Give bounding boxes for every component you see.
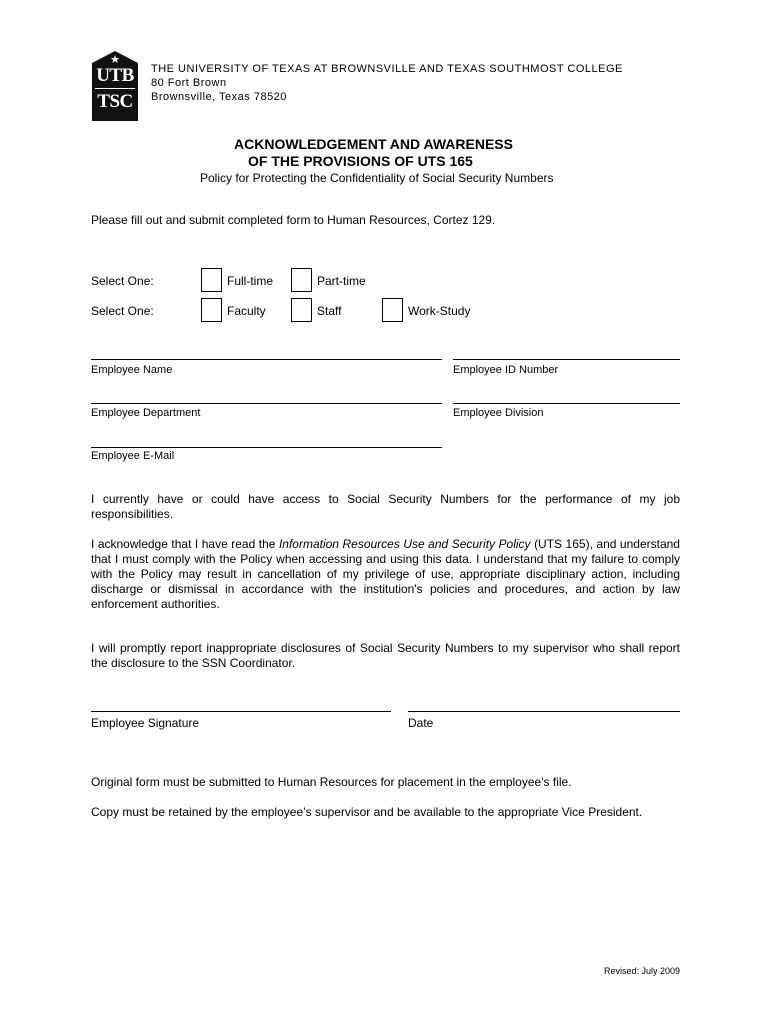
logo-divider [95,88,135,89]
staff-checkbox[interactable] [291,298,312,322]
employee-email-label: Employee E-Mail [91,450,175,462]
employee-name-line[interactable] [91,359,442,360]
employee-signature-line[interactable] [91,711,391,712]
part-time-checkbox[interactable] [291,268,312,292]
institution-name: THE UNIVERSITY OF TEXAS AT BROWNSVILLE AND TEXAS SOUTHMOST COLLEGE [151,63,623,75]
faculty-checkbox[interactable] [201,298,222,322]
utb-tsc-logo [92,51,138,121]
employee-email-line[interactable] [91,447,442,448]
access-statement: I currently have or could have access to Social Security Numbers for the performance of my job responsibilities. [91,492,680,521]
ack-text-before: I acknowledge that I have read the [91,537,279,551]
reporting-statement: I will promptly report inappropriate disclosures of Social Security Numbers to my supervisor who shall report the disclosure to the SSN Coordinator. [91,641,680,670]
full-time-checkbox[interactable] [201,268,222,292]
employee-id-label: Employee ID Number [453,364,559,376]
retention-note: Copy must be retained by the employee’s supervisor and be available to the appropriate Vice President. [91,805,643,819]
staff-label: Staff [317,304,342,318]
submission-note: Original form must be submitted to Human Resources for placement in the employee's file. [91,775,572,789]
date-line[interactable] [408,711,680,712]
employee-name-label: Employee Name [91,364,173,376]
form-title-line-2: OF THE PROVISIONS OF UTS 165 [248,153,473,169]
date-label: Date [408,716,434,730]
work-study-checkbox[interactable] [382,298,403,322]
part-time-label: Part-time [317,274,366,288]
faculty-label: Faculty [227,304,266,318]
employee-department-label: Employee Department [91,407,201,419]
star-icon: ★ [110,53,120,66]
logo-line-2: TSC [97,91,133,112]
logo-line-1: UTB [96,65,134,86]
employee-department-line[interactable] [91,403,442,404]
employee-id-line[interactable] [453,359,680,360]
select-one-label-1: Select One: [91,274,154,288]
employee-division-label: Employee Division [453,407,544,419]
form-subtitle: Policy for Protecting the Confidentiality of Social Security Numbers [200,171,554,185]
policy-title: Information Resources Use and Security Policy [278,537,531,551]
address-line-2: Brownsville, Texas 78520 [151,91,287,103]
form-title-line-1: ACKNOWLEDGEMENT AND AWARENESS [234,136,513,152]
full-time-label: Full-time [227,274,274,288]
acknowledgement-statement [91,537,680,612]
employee-division-line[interactable] [453,403,680,404]
employee-signature-label: Employee Signature [91,716,200,730]
address-line-1: 80 Fort Brown [151,77,227,89]
ack-text-after: (UTS 165), and understand that I must comply with the Policy when accessing and using this data. I understand that my failure to comply with the Policy may result in cancellation of my privilege of use, appropriate disciplinary action, including discharge or dismissal in accordance with the institution's policies and procedures, and action by law enforcement authorities. [91,537,680,611]
revision-date: Revised: July 2009 [603,966,680,976]
select-one-label-2: Select One: [91,304,154,318]
work-study-label: Work-Study [408,304,471,318]
instructions: Please fill out and submit completed form to Human Resources, Cortez 129. [91,213,496,227]
